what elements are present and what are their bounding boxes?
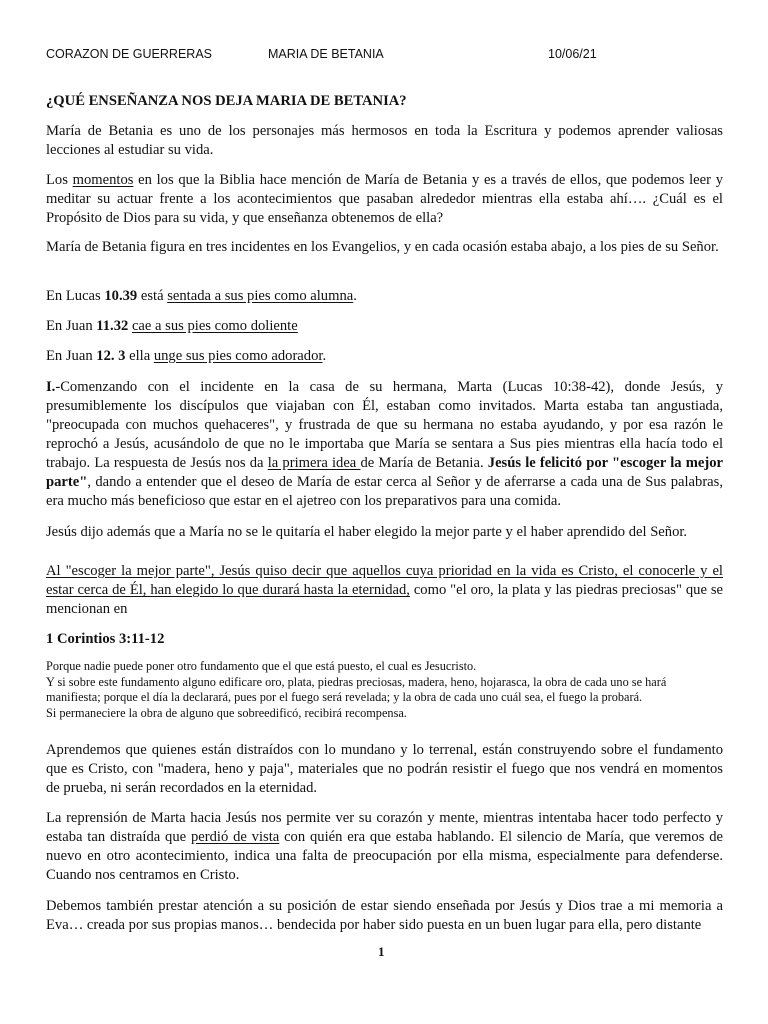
text-run: Los — [46, 172, 73, 188]
underlined-text: Al "escoger la mejor parte", Jesús quiso decir que aquellos cuya prioridad en la vida es Cristo, el conocerle y el estar cerca de Él, han elegido lo que durará hasta la eternidad, — [46, 563, 723, 598]
text-run: En Lucas — [46, 288, 105, 304]
underlined-text: cae a sus pies como doliente — [131, 318, 298, 334]
text-run: con quién era que estaba hablando. El silencio de María, que veremos de nuevo en otro acontecimiento, indica una falta de preocupación por ella misma, especialmente para defenderse. Cuando nos centramos en Cristo. — [46, 829, 723, 883]
header-left: CORAZON DE GUERRERAS — [46, 47, 212, 61]
reference-lucas — [46, 287, 357, 306]
paragraph-escoger — [46, 562, 723, 619]
underlined-text: sentada a sus pies como alumna — [167, 288, 354, 304]
text-run: , dando a entender que el deseo de María de estar cerca al Señor y de aferrarse a cada una de Sus palabras, era mucho más beneficioso que estar en el ajetreo con los preparativos para una comida. — [46, 474, 723, 509]
text-run: de María de Betania. — [360, 455, 488, 471]
underlined-text: la primera idea — [267, 455, 361, 471]
paragraph-text: Debemos también prestar atención a su posición de estar siendo enseñada por Jesús y Dios trae a mi memoria a Eva… creada por sus propias manos… bendecida por haber sido puesta en un buen lugar para ella, pero distante — [46, 898, 723, 933]
paragraph-text: María de Betania figura en tres incidentes en los Evangelios, y en cada ocasión estaba abajo, a los pies de su Señor. — [46, 239, 719, 255]
paragraph-text: Aprendemos que quienes están distraídos con lo mundano y lo terrenal, están construyendo sobre el fundamento que es Cristo, con "madera, heno y paja", materiales que no podrán resistir el fuego que nos vendrá en momentos de prueba, ni serán recordados en la eternidad. — [46, 742, 723, 796]
paragraph-eva — [46, 897, 723, 935]
paragraph-momentos — [46, 171, 723, 228]
section-number: I. — [46, 379, 56, 395]
paragraph-text: María de Betania es uno de los personajes más hermosos en toda la Escritura y podemos aprender valiosas lecciones al estudiar su vida. — [46, 123, 723, 158]
paragraph-mejor-parte — [46, 523, 723, 542]
text-run: En Juan — [46, 318, 97, 334]
page-number: 1 — [378, 944, 385, 959]
paragraph-aprendemos — [46, 741, 723, 798]
text-run: está — [137, 288, 168, 304]
text-run: -Comenzando con el incidente en la casa de su hermana, Marta (Lucas 10:38-42), donde Jesús, y presumiblemente los discípulos que viajaban con Él, estaban como invitados. Marta estaba tan angustiada, "preocupada con muchos quehaceres", y frustrada de que su hermana no estaba ayudando, y por esa razón le reprochó a Jesús, acusándolo de que no le importaba que María se sentara a Sus pies mientras ella hacía todo el trabajo. La respuesta de Jesús nos da — [46, 379, 723, 471]
reference-juan-11 — [46, 317, 298, 336]
quote-verse: Porque nadie puede poner otro fundamento que el que está puesto, el cual es Jesucristo. — [46, 659, 477, 673]
text-run: ella — [125, 348, 154, 364]
text-run: en los que la Biblia hace mención de María de Betania y es a través de ellos, que podemos leer y meditar su actuar frente a los acontecimientos que pasaban alrededor mientras ella estaba ahí…. ¿Cuál es el Propósito de Dios para su vida, y que enseñanza obtenemos de ella? — [46, 172, 723, 226]
quote-verse: Y si sobre este fundamento alguno edificare oro, plata, piedras preciosas, madera, heno, hojarasca, la obra de cada uno se hará manifiesta; porque el día la declarará, pues por el fuego será revelada; y la obra de cada uno cuál sea, el fuego la probará. — [46, 674, 667, 705]
bold-text: Jesús le felicitó por "escoger la mejor parte" — [46, 455, 724, 490]
bible-quote — [46, 659, 723, 721]
verse-number: 12. 3 — [96, 348, 126, 364]
page-title: ¿QUÉ ENSEÑANZA NOS DEJA MARIA DE BETANIA? — [46, 93, 407, 109]
underlined-text: unge sus pies como adorador — [153, 348, 323, 364]
text-run: . — [322, 348, 327, 364]
reference-juan-12 — [46, 347, 326, 366]
paragraph-intro — [46, 122, 723, 160]
header-right: 10/06/21 — [548, 47, 597, 61]
text-run: La reprensión de Marta hacia Jesús nos permite ver su corazón y mente, mientras intentaba hacer todo perfecto y estaba tan distraída que — [46, 810, 723, 845]
header-center: MARIA DE BETANIA — [268, 47, 384, 61]
paragraph-section-one — [46, 378, 723, 511]
paragraph-reprension — [46, 809, 723, 885]
paragraph-text: Jesús dijo además que a María no se le quitaría el haber elegido la mejor parte y el haber aprendido del Señor. — [46, 524, 688, 540]
text-run: como "el oro, la plata y las piedras preciosas" que se mencionan en — [46, 582, 723, 617]
verse-number: 10.39 — [104, 288, 138, 304]
verse-number: 11.32 — [96, 318, 129, 334]
underlined-text: perdió de vista — [190, 829, 280, 845]
text-run: . — [353, 288, 357, 304]
text-run: En Juan — [46, 348, 97, 364]
paragraph-incidentes — [46, 238, 723, 257]
bible-reference: 1 Corintios 3:11-12 — [46, 631, 165, 647]
quote-verse: Si permaneciere la obra de alguno que sobreedificó, recibirá recompensa. — [46, 705, 407, 720]
underlined-text: momentos — [72, 172, 134, 188]
